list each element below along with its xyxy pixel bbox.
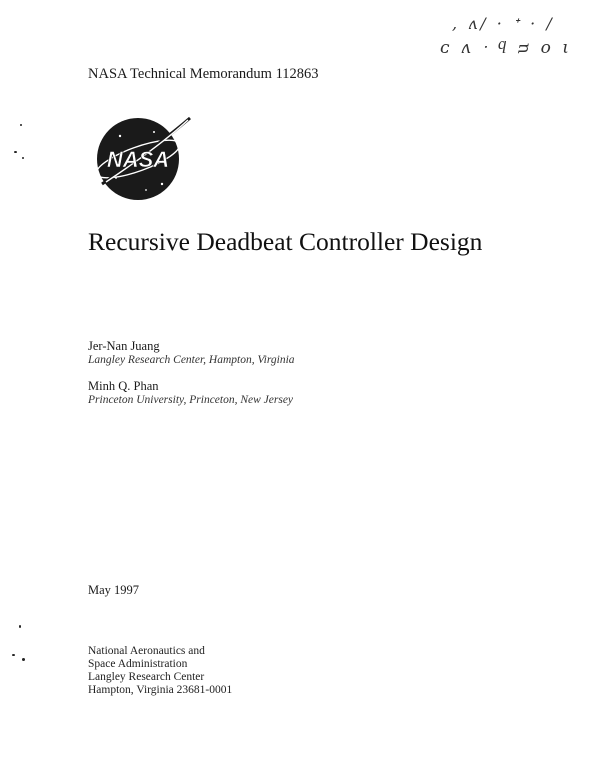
scan-speck bbox=[12, 654, 15, 656]
scan-speck bbox=[20, 124, 22, 126]
author-name: Minh Q. Phan bbox=[88, 379, 159, 393]
document-title: Recursive Deadbeat Controller Design bbox=[88, 227, 483, 256]
nasa-logo-icon bbox=[92, 112, 192, 204]
nasa-wordmark: NASA bbox=[106, 147, 170, 172]
publication-date: May 1997 bbox=[88, 583, 140, 597]
scan-speck bbox=[22, 658, 25, 661]
publisher-line: Space Administration bbox=[88, 658, 188, 670]
scan-speck bbox=[22, 157, 24, 159]
memo-number: NASA Technical Memorandum 112863 bbox=[88, 66, 319, 82]
author-affiliation: Langley Research Center, Hampton, Virginia bbox=[88, 354, 295, 366]
author-name: Jer-Nan Juang bbox=[88, 339, 160, 353]
scan-speck bbox=[19, 625, 21, 628]
publisher-line: Hampton, Virginia 23681-0001 bbox=[88, 684, 233, 696]
author-affiliation: Princeton University, Princeton, New Jersey bbox=[88, 394, 294, 406]
publisher-line: National Aeronautics and bbox=[88, 645, 205, 657]
handwritten-mark-top: , ʌ/ · ᐩ · / bbox=[452, 14, 555, 33]
handwritten-mark-bottom: ᴄ ʌ ᐧ ϥ ᴝ ᴏ ι bbox=[440, 38, 572, 58]
scan-speck bbox=[14, 151, 17, 153]
publisher-line: Langley Research Center bbox=[88, 671, 205, 683]
